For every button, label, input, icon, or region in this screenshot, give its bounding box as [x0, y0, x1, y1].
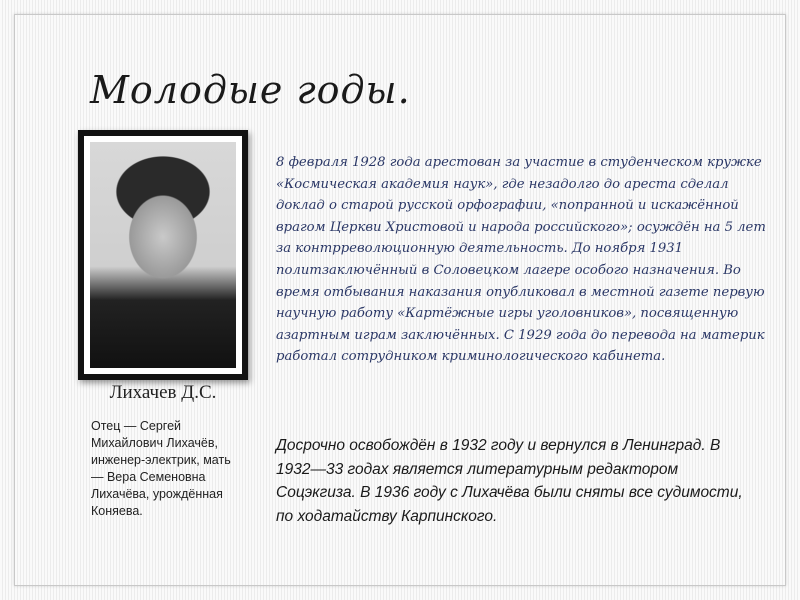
slide-title: Молодые годы. — [90, 68, 411, 112]
release-paragraph: Досрочно освобождён в 1932 году и вернулся в Ленинград. В 1932—33 годах является литературным редактором Соцэкгиза. В 1936 году с Лихачёва были сняты все судимости, по ходатайству Карпинского. — [276, 437, 743, 525]
photo-caption: Лихачев Д.С. — [109, 382, 217, 403]
portrait-image — [90, 142, 236, 368]
arrest-paragraph: 8 февраля 1928 года арестован за участие в студенческом кружке «Космическая академия наук», где незадолго до ареста сделал доклад о старой русской орфографии, «попранной и искажённой врагом Церкви Христовой и народа российского»; осуждён на 5 лет за контрреволюционную деятельность. До ноября 1931 политзаключённый в Соловецком лагере особого назначения. Во время отбывания наказания опубликовал в местной газете первую научную работу «Картёжные игры уголовников», посвященную азартным играм заключённых. С 1929 года до перевода на материк работал сотрудником криминологического кабинета. — [276, 155, 766, 365]
portrait-photo-frame — [78, 130, 248, 380]
parents-note: Отец — Сергей Михайлович Лихачёв, инженер-электрик, мать — Вера Семеновна Лихачёва, урождённая Коняева. — [91, 419, 231, 518]
photo-mat — [84, 136, 242, 374]
